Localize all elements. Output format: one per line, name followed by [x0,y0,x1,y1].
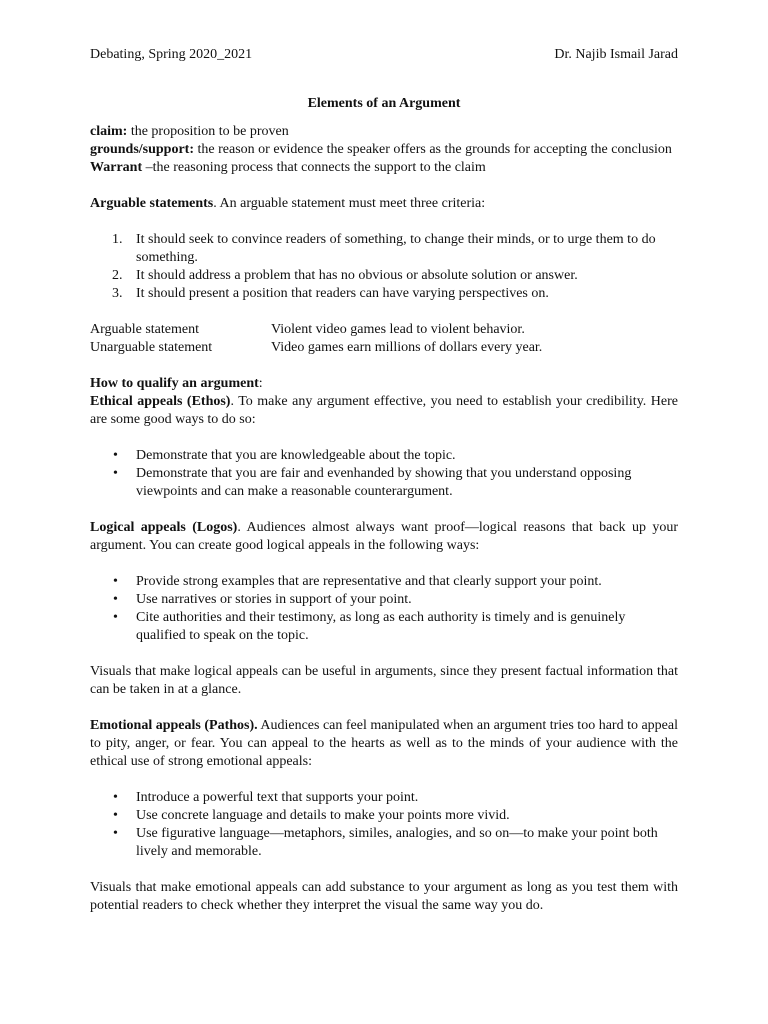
example-unarguable [90,339,678,357]
claim-text: the proposition to be proven [127,124,289,139]
logos-intro [90,519,678,555]
list-item-text: Cite authorities and their testimony, as long as each authority is timely and is genuinely qualified to speak on the topic. [136,610,626,643]
list-item [90,789,678,807]
document-body [90,123,678,915]
list-item-text: Use figurative language—metaphors, similes, analogies, and so on—to make your point both lively and memorable. [136,826,658,859]
list-item-text: Provide strong examples that are representative and that clearly support your point. [136,574,602,589]
criteria-list [90,231,678,303]
logos-intro-text: . Audiences almost always want proof—logical reasons that back up your argument. You can create good logical appeals in the following ways: [90,520,678,553]
example-text: Violent video games lead to violent behavior. [271,322,525,337]
list-item [90,573,678,591]
pathos-visuals-paragraph: Visuals that make emotional appeals can add substance to your argument as long as you test them with potential readers to check whether they interpret the visual the same way you do. [90,880,678,913]
list-item-text: It should address a problem that has no obvious or absolute solution or answer. [136,268,578,283]
list-item-text: Demonstrate that you are knowledgeable about the topic. [136,448,456,463]
list-item-text: It should present a position that readers can have varying perspectives on. [136,286,549,301]
list-item-text: Use concrete language and details to make your points more vivid. [136,808,510,823]
bullet-icon: • [113,592,118,607]
pathos-intro-text: Audiences can feel manipulated when an argument tries too hard to appeal to pity, anger, or fear. You can appeal to the hearts as well as to the minds of your audience with the ethical use of strong emotional appeals: [90,718,678,769]
arguable-heading: Arguable statements [90,196,214,211]
arguable-intro-text: . An arguable statement must meet three criteria: [213,196,486,211]
arguable-intro [90,195,678,213]
definition-warrant [90,159,678,177]
list-item-text: It should seek to convince readers of something, to change their minds, or to urge them to do something. [136,232,656,265]
qualify-colon: : [258,376,263,391]
list-item [90,825,678,861]
list-item-text: Introduce a powerful text that supports your point. [136,790,419,805]
bullet-icon: • [113,790,118,805]
logos-list [90,573,678,645]
header-author: Dr. Najib Ismail Jarad [554,47,678,62]
bullet-icon: • [113,574,118,589]
list-number: 1. [112,232,123,247]
pathos-intro [90,717,678,771]
logos-heading: Logical appeals (Logos) [90,520,238,535]
pathos-list [90,789,678,861]
definition-grounds [90,141,678,159]
example-arguable [90,321,678,339]
qualify-heading: How to qualify an argument [90,376,259,391]
grounds-term: grounds/support: [90,142,195,157]
list-item-text: Demonstrate that you are fair and evenhanded by showing that you understand opposing viewpoints and can make a reasonable counterargument. [136,466,632,499]
ethos-heading: Ethical appeals (Ethos) [90,394,231,409]
list-number: 3. [112,286,123,301]
warrant-text: –the reasoning process that connects the support to the claim [142,160,486,175]
claim-term: claim: [90,124,128,139]
example-label: Arguable statement [90,322,199,337]
ethos-intro-text: . To make any argument effective, you need to establish your credibility. Here are some good ways to do so: [90,394,678,427]
bullet-icon: • [113,826,118,841]
bullet-icon: • [113,610,118,625]
list-number: 2. [112,268,123,283]
list-item [90,447,678,465]
ethos-list [90,447,678,501]
bullet-icon: • [113,448,118,463]
list-item-text: Use narratives or stories in support of your point. [136,592,412,607]
list-item [90,465,678,501]
pathos-heading: Emotional appeals (Pathos). [90,718,258,733]
list-item [90,591,678,609]
bullet-icon: • [113,808,118,823]
list-item [90,609,678,645]
example-label: Unarguable statement [90,340,213,355]
grounds-text: the reason or evidence the speaker offers as the grounds for accepting the conclusion [194,142,672,157]
list-item [90,807,678,825]
list-item [90,267,678,285]
list-item [90,231,678,267]
example-text: Video games earn millions of dollars every year. [271,340,543,355]
document-title: Elements of an Argument [307,96,461,111]
warrant-term: Warrant [90,160,143,175]
definition-claim [90,123,678,141]
bullet-icon: • [113,466,118,481]
logos-visuals-paragraph: Visuals that make logical appeals can be useful in arguments, since they present factual information that can be taken in at a glance. [90,664,678,697]
qualify-heading-line [90,375,678,393]
header-course: Debating, Spring 2020_2021 [90,47,253,62]
ethos-intro [90,393,678,429]
list-item [90,285,678,303]
